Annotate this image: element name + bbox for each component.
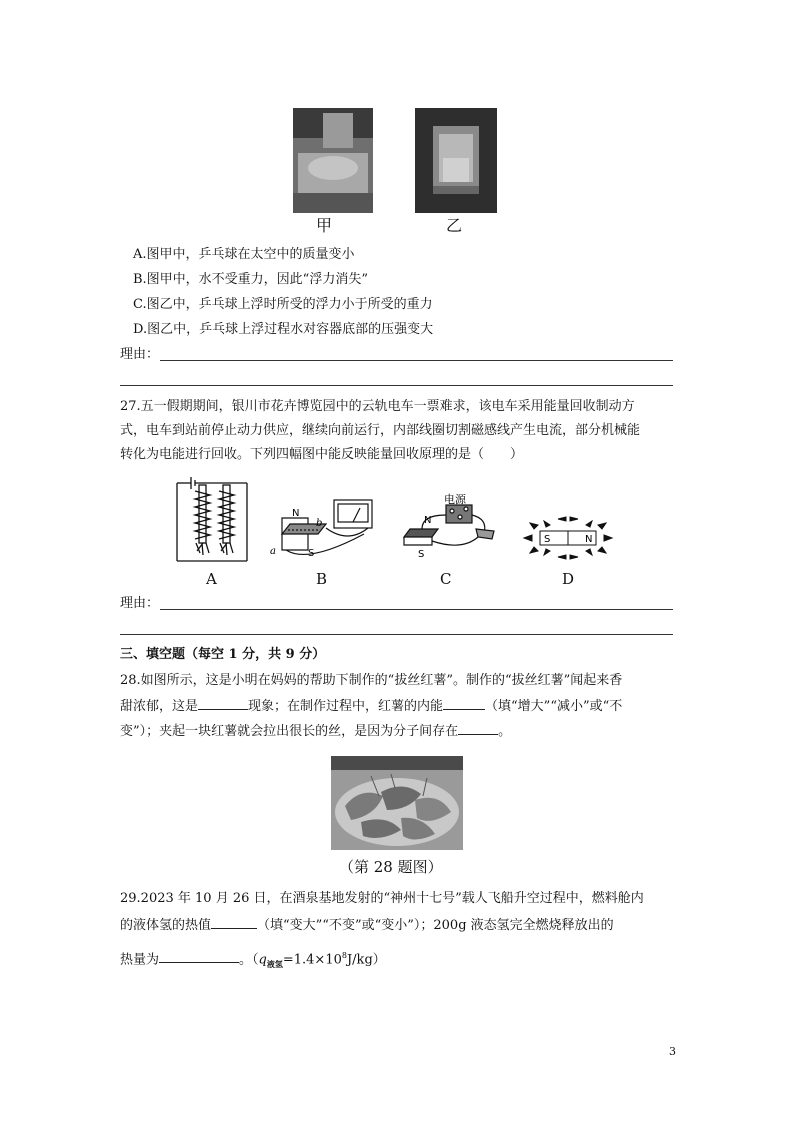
q29-exponent: 8 [341,951,347,960]
q27-figure-d-label: D [562,570,575,588]
q29-q-subscript: 液氢 [266,958,283,969]
q28-text-2c: （填“增大”“减小”或“不 [485,699,623,714]
q28-text-3b: 。 [498,724,512,739]
q27-reason-line-2 [120,634,673,635]
q27-figure-a [173,473,251,565]
q27-line-3: 转化为电能进行回收。下列四幅图中能反映能量回收原理的是（ ） [120,447,524,462]
figure-yi-photo [415,108,497,213]
q27-figure-b-label: B [316,570,328,588]
q28-line-2 [120,697,622,716]
q27-b-n-label: N [292,508,300,519]
q28-text-2a: 甜浓郁，这是 [120,699,199,714]
q28-line-1: 28.如图所示，这是小明在妈妈的帮助下制作的“拔丝红薯”。制作的“拔丝红薯”闻起来香 [120,673,623,688]
q26-option-d: D.图乙中，乒乓球上浮过程水对容器底部的压强变大 [133,322,434,337]
q29-blank-2[interactable] [159,950,239,963]
section-3-title: 三、填空题（每空 1 分，共 9 分） [120,647,326,662]
q28-text-2b: 现象；在制作过程中，红薯的内能 [248,699,444,714]
q28-line-3 [120,722,511,741]
q27-d-n-label: N [585,534,593,545]
q29-line-3 [120,947,386,973]
q29-text-3b: 。（ [239,952,259,968]
q27-line-1: 27.五一假期期间，银川市花卉博览园中的云轨电车一票难求，该电车采用能量回收制动方 [120,399,635,414]
q26-reason-line-1 [160,360,673,361]
q29-text-2b: （填“变大”“不变”或“变小”）；200g 液态氢完全燃烧释放出的 [257,918,614,933]
q27-reason-label: 理由： [120,596,160,611]
q27-c-n-label: N [424,515,432,526]
q29-text-3c: =1.4×10 [282,952,342,968]
q27-figure-c [392,493,504,566]
q29-text-2a: 的液体氢的热值 [120,918,212,933]
q27-figure-b [268,494,380,566]
q28-blank-1[interactable] [198,697,248,710]
figure-jia-label: 甲 [316,216,333,235]
q27-reason-line-1 [160,609,673,610]
q29-line-2 [120,916,614,935]
q26-reason-label: 理由： [120,347,160,362]
q27-b-b-label: b [316,518,323,529]
q26-option-b: B.图甲中，水不受重力，因此“浮力消失” [133,272,368,287]
q28-figure-caption: （第 28 题图） [339,858,443,876]
q26-option-c: C.图乙中，乒乓球上浮时所受的浮力小于所受的重力 [133,297,433,312]
q28-text-3a: 变”）；夹起一块红薯就会拉出很长的丝，是因为分子间存在 [120,724,459,739]
q27-figure-c-label: C [440,570,452,588]
figure-yi-label: 乙 [446,216,463,235]
q29-blank-1[interactable] [211,916,257,929]
q27-figure-a-label: A [206,570,217,588]
q29-q-symbol: q [258,952,267,968]
q29-text-3d: J/kg） [346,952,386,968]
q27-b-s-label: S [308,548,315,559]
q26-option-a: A.图甲中，乒乓球在太空中的质量变小 [133,247,355,262]
figure-jia-photo [293,108,373,213]
q28-blank-2[interactable] [443,697,485,710]
q27-c-power-label: 电源 [444,493,466,506]
q27-d-s-label: S [544,534,551,545]
q28-sweet-potato-photo [331,756,463,850]
q29-text-3a: 热量为 [120,952,160,968]
q27-line-2: 式，电车到站前停止动力供应，继续向前运行，内部线圈切割磁感线产生电流，部分机械能 [120,423,641,438]
q27-c-s-label: S [418,549,425,560]
page-number: 3 [669,1045,676,1058]
q26-reason-line-2 [120,385,673,386]
q27-b-a-label: a [270,546,276,557]
q28-blank-3[interactable] [458,722,498,735]
q29-line-1: 29.2023 年 10 月 26 日，在酒泉基地发射的“神州十七号”载人飞船升空过程中，燃料舱内 [120,891,644,906]
q27-figure-d [518,513,618,563]
